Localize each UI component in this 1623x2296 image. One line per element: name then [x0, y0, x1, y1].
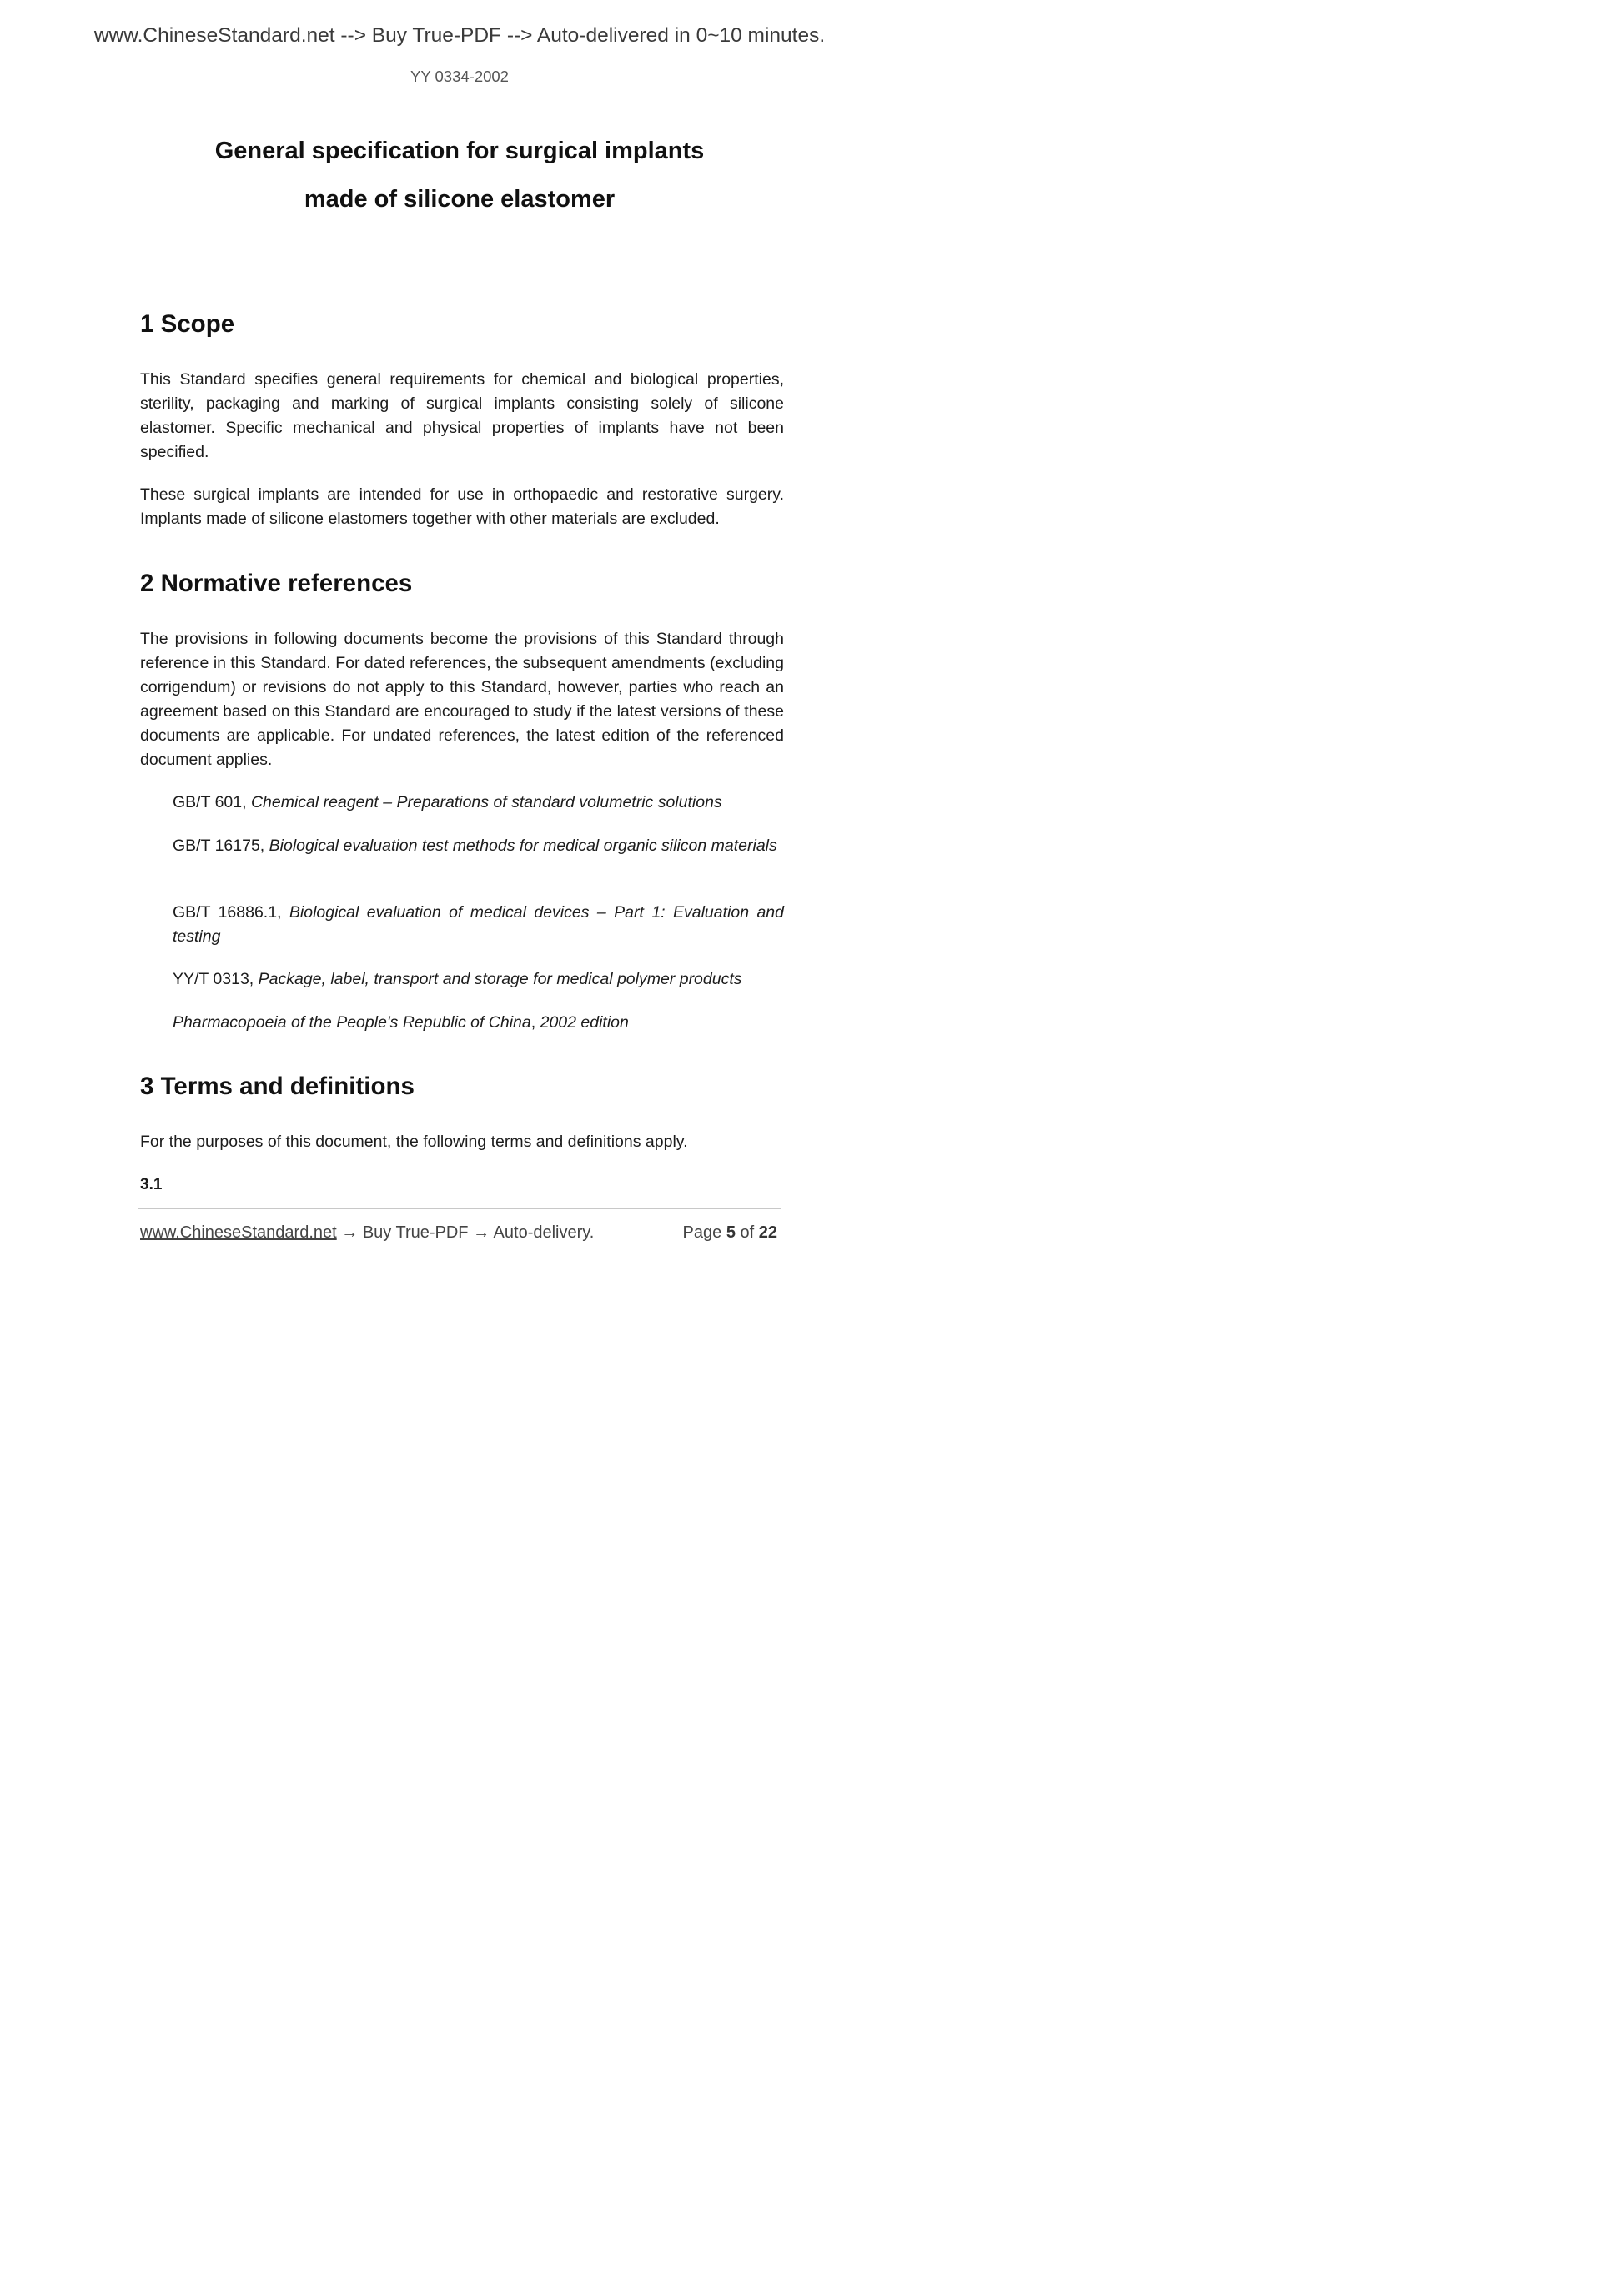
- reference-code: YY/T 0313,: [173, 970, 259, 988]
- document-title-line-2: made of silicone elastomer: [304, 186, 616, 213]
- footer-links: [140, 1221, 594, 1244]
- top-banner: www.ChineseStandard.net --> Buy True-PDF --> Auto-delivered in 0~10 minutes.: [93, 24, 826, 47]
- arrow-icon: →: [473, 1223, 490, 1242]
- reference-title: Biological evaluation test methods for medical organic silicon materials: [269, 837, 777, 855]
- reference-edition: 2002 edition: [540, 1013, 629, 1032]
- reference-title: Biological evaluation of medical devices – Part 1: Evaluation and testing: [173, 903, 784, 946]
- of-label: of: [740, 1223, 755, 1242]
- page-label: Page: [682, 1223, 722, 1242]
- reference-item: [173, 901, 784, 949]
- reference-code: GB/T 16886.1,: [173, 903, 289, 922]
- section-heading-normative-references: 2 Normative references: [140, 570, 413, 597]
- reference-separator: ,: [530, 1013, 540, 1032]
- scope-paragraph-2: These surgical implants are intended for use in orthopaedic and restorative surgery. Implants made of silicone elastomers together with other materials are excluded.: [140, 485, 784, 528]
- page-number: 5: [726, 1223, 736, 1242]
- reference-item: [173, 834, 784, 858]
- reference-title: Package, label, transport and storage for medical polymer products: [258, 970, 742, 988]
- reference-code: GB/T 16175,: [173, 837, 269, 855]
- footer-divider: [138, 1208, 781, 1209]
- reference-item: [173, 791, 784, 815]
- footer-buy-text: Buy True-PDF: [362, 1223, 469, 1242]
- reference-item: [173, 967, 784, 992]
- document-title-line-1: General specification for surgical implants: [214, 138, 705, 164]
- clause-number: 3.1: [140, 1176, 163, 1193]
- footer-delivery-text: Auto-delivery.: [493, 1223, 595, 1242]
- arrow-icon: →: [341, 1223, 359, 1242]
- reference-title: Pharmacopoeia of the People's Republic of China: [173, 1013, 531, 1032]
- standard-code: YY 0334-2002: [410, 68, 509, 85]
- section-heading-scope: 1 Scope: [140, 310, 235, 338]
- reference-code: GB/T 601,: [173, 793, 251, 811]
- normative-paragraph: The provisions in following documents become the provisions of this Standard through reference in this Standard. For dated references, the subsequent amendments (excluding corrigendum) or revisions do not apply to this Standard, however, parties who reach an agreement based on this Standard are encouraged to study if the latest versions of these documents are applicable. For undated references, the latest edition of the referenced document applies.: [140, 630, 784, 769]
- reference-title: Chemical reagent – Preparations of standard volumetric solutions: [250, 793, 722, 811]
- footer-site-link[interactable]: www.ChineseStandard.net: [140, 1223, 337, 1242]
- page-total: 22: [758, 1223, 777, 1242]
- page-indicator: [683, 1221, 777, 1244]
- section-heading-terms: 3 Terms and definitions: [140, 1073, 415, 1100]
- terms-paragraph: For the purposes of this document, the following terms and definitions apply.: [140, 1133, 688, 1151]
- reference-item: [173, 1011, 784, 1035]
- scope-paragraph-1: This Standard specifies general requirements for chemical and biological properties, sterility, packaging and marking of surgical implants consisting solely of silicone elastomer. Specific mechanical and physical properties of implants have not been specified.: [140, 370, 784, 461]
